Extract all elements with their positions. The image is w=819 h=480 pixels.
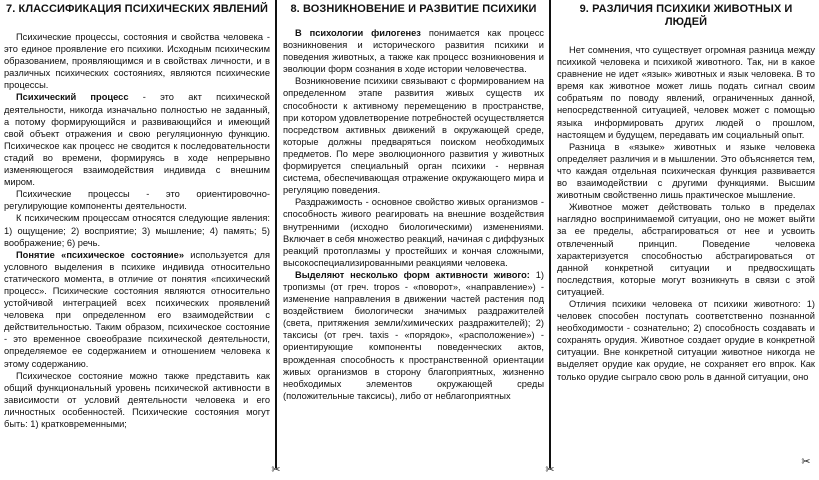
column-9-differences: [557, 0, 815, 480]
paragraph: В психологии филогенез понимается как процесс возникновения и исторического развития психики и поведения животных, а также как процесс возникновения и эволюции форм сознания в ходе истории человечества.: [283, 28, 544, 75]
paragraph: Психическое состояние можно также представить как общий функциональный уровень психической активности в зависимости от условий деятельности человека и его личностных особенностей. Психические состояния могут быть: 1) кратковременными;: [4, 370, 270, 429]
scissors-icon: ✂: [801, 456, 811, 468]
column-divider: [275, 0, 277, 468]
column-divider: [549, 0, 551, 468]
paragraph: Психические процессы, состояния и свойства человека - это единое проявление его психики. Исходным психическим образованием, проявляющимся и в свойствах личности, и в различных психических состояниях, являются психические процессы.: [4, 32, 270, 91]
scissors-icon: ✂: [271, 464, 281, 476]
paragraph: Раздражимость - основное свойство живых организмов - способность живого реагировать на внешние воздействия внутренними (исходно биологическими) изменениями. Включает в себя множество реакций, начиная с диффузных реакций протоплазмы у простейших и кончая сложными, высокоспециализированными реакциями человека.: [283, 197, 544, 268]
column-9-title: 9. РАЗЛИЧИЯ ПСИХИКИ ЖИВОТНЫХ И ЛЮДЕЙ: [579, 3, 793, 28]
scissors-icon: ✂: [545, 464, 555, 476]
paragraph: Выделяют несколько форм активности живого: 1) тропизмы (от греч. tropos - «поворот», «направление») - изменение направления в движении частей растения под воздействием биологически значимых раздражителей (света, притяжения земли/химических раздражителей); 2) таксисы (от греч. taxis - «порядок», «расположение») - ориентирующие компоненты поведенческих актов, врожденная способность к пространственной ориентации живых организмов в сторону благоприятных, жизненно необходимых элементов окружающей среды (положительные таксисы), либо от неблагоприятных: [283, 269, 544, 401]
paragraph: Психический процесс - это акт психической деятельности, никогда изначально полностью не заданный, а потому формирующийся и развивающийся и имеющий свой объект отражения и свою регуляционную функцию. Психическое как процесс не сводится к последовательности стадий во времени, формируясь в ходе непрерывно изменяющегося взаимодействия индивида с внешним миром.: [4, 92, 270, 188]
column-7-classification: [4, 0, 270, 480]
column-7-title: 7. КЛАССИФИКАЦИЯ ПСИХИЧЕСКИХ ЯВЛЕНИЙ: [6, 3, 268, 15]
paragraph: Возникновение психики связывают с формированием на определенном этапе развития живых существ их способности к активному перемещению в пространстве, при котором удовлетворение потребностей осуществляется посредством активных движений в окружающей среде, которые должны предваряться поиском необходимых предметов. По мере эволюционного развития у животных формируется специальный орган психики - нервная система, обеспечивающая отражение окружающего мира и регуляцию поведения.: [283, 76, 544, 196]
paragraph: Понятие «психическое состояние» используется для условного выделения в психике индивида относительно статического момента, в отличие от понятия «психический процесс». Психические состояния являются относительно устойчивой интеграцией всех психических проявлений человека при определенном его взаимодействии с действительностью. Таким образом, психическое состояние - это временное своеобразие психической деятельности, определяемое ее содержанием и отношением человека к этому содержанию.: [4, 249, 270, 369]
paragraph: Отличия психики человека от психики животного: 1) человек способен поступать соответственно познанной необходимости - сознательно; 2) способность создавать и сохранять орудия. Животное создает орудие в конкретной ситуации. Вне конкретной ситуации животное никогда не выделяет орудие как орудие, не сохраняет его впрок. Как только орудие сыграло свою роль в данной ситуации, оно: [557, 298, 815, 382]
paragraph: Нет сомнения, что существует огромная разница между психикой человека и психикой животного. Так, ни в какое сравнение не идет «язык» животных и язык человека. В то время как животное может лишь подать сигнал своим собратьям по поводу явлений, ограниченных данной, непосредственной ситуацией, человек может с помощью языка информировать других людей о прошлом, настоящем и будущем, передавать им социальный опыт.: [557, 45, 815, 140]
column-8-origin: [283, 0, 544, 480]
column-8-title: 8. ВОЗНИКНОВЕНИЕ И РАЗВИТИЕ ПСИХИКИ: [290, 3, 537, 15]
paragraph: К психическим процессам относятся следующие явления: 1) ощущение; 2) восприятие; 3) мышление; 4) память; 5) воображение; 6) речь.: [4, 213, 270, 248]
paragraph: Животное может действовать только в пределах наглядно воспринимаемой ситуации, оно не может выйти за ее пределы, абстрагироваться от нее и усвоить отвлеченный принцип. Поведение человека характеризуется способностью абстрагироваться от данной конкретной ситуации и предвосхищать последствия, которые могут возникнуть в связи с этой ситуацией.: [557, 202, 815, 297]
paragraph: Психические процессы - это ориентировочно-регулирующие компоненты деятельности.: [4, 189, 270, 212]
paragraph: Разница в «языке» животных и языке человека определяет различия и в мышлении. Это объясняется тем, что каждая отдельная психическая функция развивается во взаимодействии с другими функциями. Высшим животным свойственно лишь практическое мышление.: [557, 141, 815, 201]
